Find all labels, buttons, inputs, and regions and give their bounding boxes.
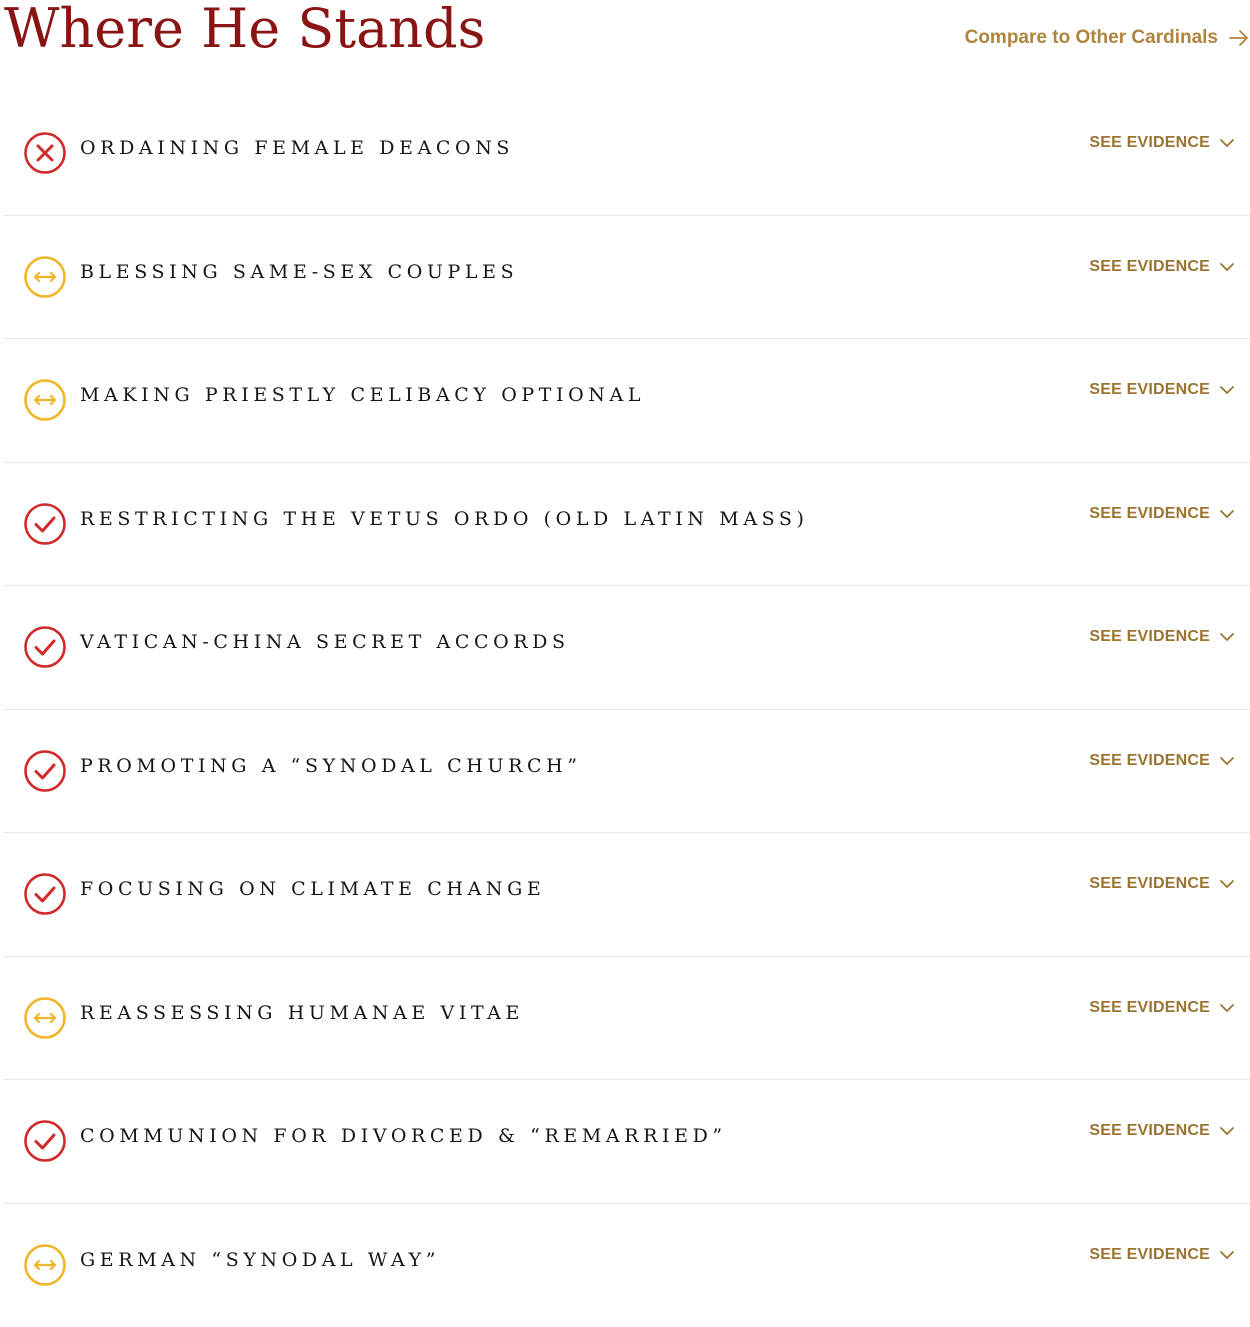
stance-row bbox=[4, 957, 1250, 1081]
see-evidence-button[interactable] bbox=[1089, 752, 1236, 770]
stance-label: COMMUNION FOR DIVORCED & “REMARRIED” bbox=[80, 1124, 727, 1148]
arrow-right-icon bbox=[1228, 27, 1250, 49]
see-evidence-label: SEE EVIDENCE bbox=[1089, 134, 1210, 152]
stance-row bbox=[4, 833, 1250, 957]
see-evidence-button[interactable] bbox=[1089, 505, 1236, 523]
page-title: Where He Stands bbox=[4, 0, 485, 64]
check-circle-icon bbox=[23, 625, 67, 669]
see-evidence-button[interactable] bbox=[1089, 258, 1236, 276]
see-evidence-label: SEE EVIDENCE bbox=[1089, 752, 1210, 770]
chevron-down-icon bbox=[1218, 381, 1236, 399]
check-circle-icon bbox=[23, 872, 67, 916]
stance-label: GERMAN “SYNODAL WAY” bbox=[80, 1248, 440, 1272]
stance-label: FOCUSING ON CLIMATE CHANGE bbox=[80, 877, 545, 901]
stance-label: RESTRICTING THE VETUS ORDO (OLD LATIN MASS) bbox=[80, 507, 809, 531]
chevron-down-icon bbox=[1218, 999, 1236, 1017]
chevron-down-icon bbox=[1218, 752, 1236, 770]
see-evidence-label: SEE EVIDENCE bbox=[1089, 258, 1210, 276]
stance-row bbox=[4, 586, 1250, 710]
see-evidence-label: SEE EVIDENCE bbox=[1089, 505, 1210, 523]
see-evidence-label: SEE EVIDENCE bbox=[1089, 1246, 1210, 1264]
double-arrow-circle-icon bbox=[23, 378, 67, 422]
stance-row bbox=[4, 92, 1250, 216]
see-evidence-label: SEE EVIDENCE bbox=[1089, 1122, 1210, 1140]
stance-label: BLESSING SAME-SEX COUPLES bbox=[80, 260, 518, 284]
x-circle-icon bbox=[23, 131, 67, 175]
double-arrow-circle-icon bbox=[23, 255, 67, 299]
double-arrow-circle-icon bbox=[23, 1243, 67, 1287]
see-evidence-label: SEE EVIDENCE bbox=[1089, 999, 1210, 1017]
double-arrow-circle-icon bbox=[23, 996, 67, 1040]
chevron-down-icon bbox=[1218, 628, 1236, 646]
stance-row bbox=[4, 216, 1250, 340]
stance-row bbox=[4, 463, 1250, 587]
stance-list bbox=[4, 92, 1250, 1327]
stance-row bbox=[4, 1080, 1250, 1204]
see-evidence-button[interactable] bbox=[1089, 628, 1236, 646]
compare-cardinals-link[interactable] bbox=[965, 24, 1250, 52]
see-evidence-label: SEE EVIDENCE bbox=[1089, 628, 1210, 646]
chevron-down-icon bbox=[1218, 505, 1236, 523]
check-circle-icon bbox=[23, 502, 67, 546]
chevron-down-icon bbox=[1218, 134, 1236, 152]
stance-label: MAKING PRIESTLY CELIBACY OPTIONAL bbox=[80, 383, 645, 407]
stance-row bbox=[4, 339, 1250, 463]
stance-label: REASSESSING HUMANAE VITAE bbox=[80, 1001, 524, 1025]
see-evidence-button[interactable] bbox=[1089, 134, 1236, 152]
stance-label: VATICAN-CHINA SECRET ACCORDS bbox=[80, 630, 570, 654]
see-evidence-label: SEE EVIDENCE bbox=[1089, 875, 1210, 893]
see-evidence-button[interactable] bbox=[1089, 381, 1236, 399]
chevron-down-icon bbox=[1218, 875, 1236, 893]
see-evidence-button[interactable] bbox=[1089, 875, 1236, 893]
compare-link-label: Compare to Other Cardinals bbox=[965, 27, 1218, 49]
chevron-down-icon bbox=[1218, 1122, 1236, 1140]
see-evidence-button[interactable] bbox=[1089, 1246, 1236, 1264]
see-evidence-button[interactable] bbox=[1089, 999, 1236, 1017]
check-circle-icon bbox=[23, 1119, 67, 1163]
stance-row bbox=[4, 1204, 1250, 1327]
stance-label: ORDAINING FEMALE DEACONS bbox=[80, 136, 514, 160]
chevron-down-icon bbox=[1218, 1246, 1236, 1264]
chevron-down-icon bbox=[1218, 258, 1236, 276]
stance-row bbox=[4, 710, 1250, 834]
check-circle-icon bbox=[23, 749, 67, 793]
stance-label: PROMOTING A “SYNODAL CHURCH” bbox=[80, 754, 582, 778]
see-evidence-button[interactable] bbox=[1089, 1122, 1236, 1140]
see-evidence-label: SEE EVIDENCE bbox=[1089, 381, 1210, 399]
